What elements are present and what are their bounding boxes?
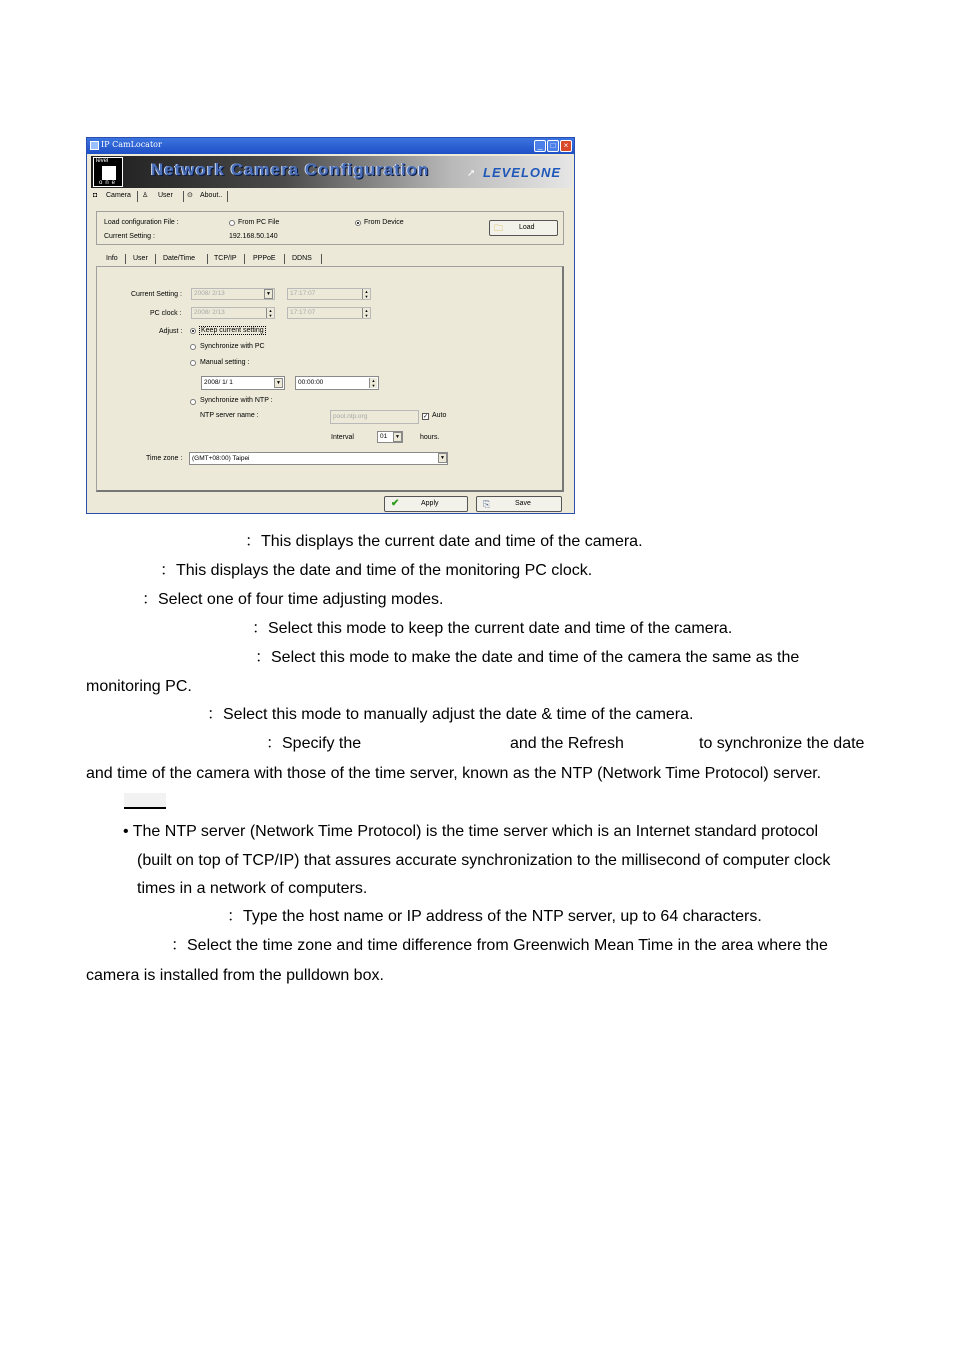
close-button[interactable]: ×: [560, 140, 572, 152]
chevron-down-icon: ▼: [264, 289, 273, 299]
chevron-down-icon[interactable]: ▼: [274, 378, 283, 388]
sync-ntp-radio[interactable]: [190, 399, 196, 405]
manual-label[interactable]: Manual setting :: [200, 359, 250, 366]
about-icon: ⊙: [187, 192, 193, 199]
load-button[interactable]: 🗀 Load: [489, 220, 558, 236]
ntp-server-field[interactable]: pool.ntp.org: [330, 410, 419, 424]
tab-divider: [125, 254, 126, 264]
tab-divider: [227, 191, 228, 202]
current-time-field: 17:17:07: [287, 288, 371, 300]
save-button[interactable]: ⎘ Save: [476, 496, 562, 512]
manual-desc: ：Select this mode to manually adjust the date & time of the camera.: [207, 706, 694, 723]
tab-camera[interactable]: Camera: [106, 192, 131, 199]
interval-select[interactable]: 01: [377, 431, 403, 443]
note-line-1: • The NTP server (Network Time Protocol) is the time server which is an Internet standard protocol: [123, 823, 819, 840]
spin-icon: ▲ ▼: [266, 308, 274, 318]
subtab-pppoe[interactable]: PPPoE: [253, 255, 276, 262]
timezone-desc-cont: camera is installed from the pulldown box.: [86, 967, 384, 984]
sync-pc-desc: ：Select this mode to make the date and time of the camera the same as the: [255, 649, 800, 666]
adjust-label: Adjust :: [159, 328, 183, 335]
check-icon: ✔: [391, 498, 400, 509]
manual-time-field[interactable]: 00:00:00: [295, 376, 379, 390]
cursor-icon: ➚: [467, 168, 476, 179]
save-icon: ⎘: [483, 499, 491, 509]
pc-clock-desc: ：This displays the date and time of the monitoring PC clock.: [160, 562, 593, 579]
pc-time-field: 17:17:07: [287, 307, 371, 319]
interval-label: Interval: [331, 434, 354, 441]
keep-current-radio[interactable]: [190, 328, 196, 334]
timezone-label: Time zone :: [146, 455, 183, 462]
banner: [91, 156, 572, 188]
manual-radio[interactable]: [190, 360, 196, 366]
sync-ntp-desc-c: to synchronize the date: [699, 735, 865, 752]
chevron-down-icon[interactable]: ▼: [393, 432, 402, 442]
tab-divider: [321, 254, 322, 264]
current-setting-label: Current Setting :: [104, 233, 155, 240]
from-device-label[interactable]: From Device: [364, 219, 404, 226]
sync-ntp-desc-b: and the Refresh: [510, 735, 624, 752]
sync-pc-radio[interactable]: [190, 344, 196, 350]
timezone-select[interactable]: (GMT+08:00) Taipei: [189, 452, 448, 465]
current-date-field: 2008/ 2/13: [191, 288, 275, 300]
tab-divider: [244, 254, 245, 264]
tab-divider: [207, 254, 208, 264]
tab-divider: [284, 254, 285, 264]
sync-ntp-label[interactable]: Synchronize with NTP :: [200, 397, 273, 404]
note-label-box: [124, 793, 166, 807]
tab-user[interactable]: User: [158, 192, 173, 199]
auto-checkbox[interactable]: ✓: [423, 414, 429, 420]
tab-divider: [183, 191, 184, 202]
camera-icon: ◘: [93, 192, 98, 199]
auto-label: Auto: [432, 412, 447, 419]
pc-date-field: 2008/ 2/13: [191, 307, 275, 319]
manual-date-field[interactable]: 2008/ 1/ 1: [201, 376, 285, 390]
sync-pc-desc-cont: monitoring PC.: [86, 678, 192, 695]
sync-ntp-desc-cont: and time of the camera with those of the time server, known as the NTP (Network Time Protocol) server.: [86, 765, 822, 782]
ntp-server-desc: ：Type the host name or IP address of the NTP server, up to 64 characters.: [227, 908, 762, 925]
spin-icon[interactable]: ▲ ▼: [369, 378, 377, 388]
user-icon: ♙: [142, 192, 149, 199]
subtab-tcpip[interactable]: TCP/IP: [214, 255, 237, 262]
subtab-datetime[interactable]: Date/Time: [163, 255, 196, 262]
timezone-desc: ：Select the time zone and time difference from Greenwich Mean Time in the area where the: [171, 937, 828, 954]
banner-title: Network Camera Configuration: [151, 160, 430, 179]
minimize-button[interactable]: _: [534, 140, 546, 152]
note-underline: [124, 807, 166, 809]
folder-icon: 🗀: [494, 223, 504, 233]
subtab-ddns[interactable]: DDNS: [292, 255, 312, 262]
title-bar[interactable]: [87, 138, 574, 154]
subtab-info[interactable]: Info: [106, 255, 118, 262]
apply-button[interactable]: ✔ Apply: [384, 496, 468, 512]
from-pc-file-radio[interactable]: [229, 220, 235, 226]
sync-ntp-desc-a: ：Specify the: [266, 735, 362, 752]
app-icon: [90, 141, 99, 150]
maximize-button[interactable]: □: [547, 140, 559, 152]
current-setting-desc: ：This displays the current date and time of the camera.: [245, 533, 643, 550]
tab-about[interactable]: About..: [200, 192, 223, 199]
from-device-radio[interactable]: [355, 220, 361, 226]
subtab-user[interactable]: User: [133, 255, 148, 262]
load-config-label: Load configuration File :: [104, 219, 179, 226]
ntp-server-label: NTP server name :: [200, 412, 259, 419]
window-title: IP CamLocator: [101, 140, 162, 149]
sync-pc-label[interactable]: Synchronize with PC: [200, 343, 265, 350]
note-line-2: (built on top of TCP/IP) that assures accurate synchronization to the millisecond of computer clock: [137, 852, 831, 869]
spin-icon: ▲ ▼: [362, 308, 370, 318]
keep-current-label[interactable]: Keep current setting: [201, 327, 264, 334]
current-setting-field-label: Current Setting :: [131, 291, 182, 298]
chevron-down-icon[interactable]: ▼: [438, 453, 447, 463]
brand-logo: LEVELONE: [483, 165, 562, 180]
from-pc-file-label[interactable]: From PC File: [238, 219, 280, 226]
keep-current-desc: ：Select this mode to keep the current date and time of the camera.: [252, 620, 733, 637]
hours-label: hours.: [420, 434, 440, 441]
levelone-logo: level one: [93, 157, 123, 187]
tab-divider: [137, 191, 138, 202]
pc-clock-label: PC clock :: [150, 310, 182, 317]
camlocator-window: [86, 137, 575, 514]
current-setting-ip: 192.168.50.140: [229, 233, 278, 240]
spin-icon: ▲ ▼: [362, 289, 370, 299]
tab-divider: [155, 254, 156, 264]
adjust-desc: ：Select one of four time adjusting modes.: [142, 591, 444, 608]
note-line-3: times in a network of computers.: [137, 880, 368, 897]
